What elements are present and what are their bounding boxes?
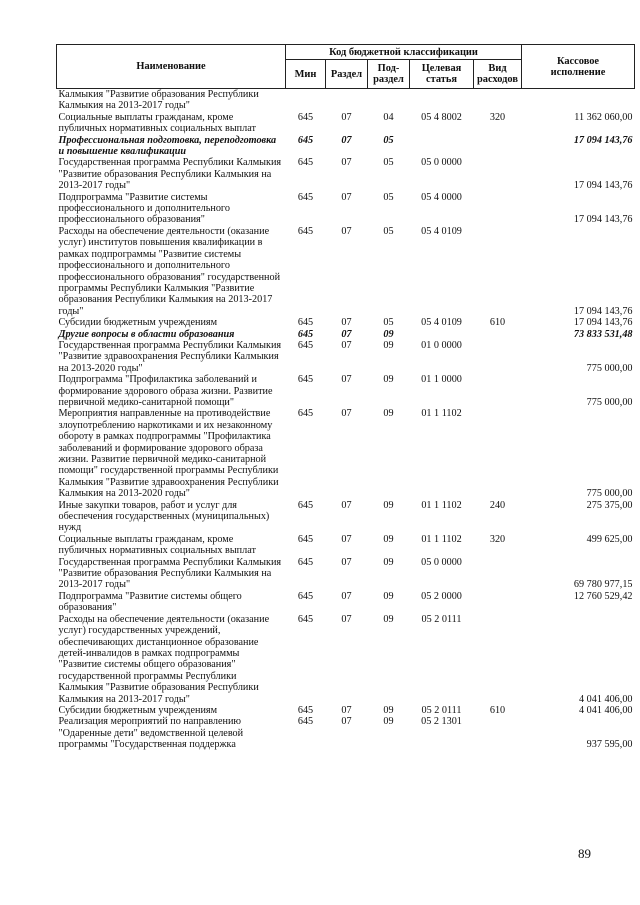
- cell-amount: 4 041 406,00: [579, 693, 633, 705]
- cell-min: 645: [297, 157, 314, 169]
- header-razdel: Раздел: [326, 60, 368, 89]
- cell-min: 645: [297, 533, 314, 545]
- cell-podrazdel: 09: [383, 716, 394, 728]
- header-amount-label: Кассовое исполнение: [550, 55, 606, 78]
- cell-podrazdel: 09: [383, 339, 394, 351]
- table-row: [57, 226, 635, 317]
- cell-razdel: 07: [341, 339, 352, 351]
- cell-vid: [474, 135, 522, 158]
- cell-vid: [474, 557, 522, 591]
- cell-amount: 775 000,00: [586, 362, 633, 374]
- cell-amount: 17 094 143,76: [573, 317, 633, 329]
- header-target: [410, 60, 474, 89]
- header-podrazdel-label: Под- раздел: [373, 63, 404, 85]
- cell-name: Подпрограмма "Профилактика заболеваний и формирование здорового образа жизни. Развитие первичной медико-санитарной помощи": [58, 374, 273, 408]
- cell-podrazdel: 09: [383, 533, 394, 545]
- cell-podrazdel: 09: [383, 499, 394, 511]
- page-number: 89: [578, 846, 591, 861]
- cell-podrazdel: 09: [383, 590, 394, 602]
- cell-target: 01 1 1102: [421, 499, 462, 511]
- cell-podrazdel: 09: [383, 408, 394, 420]
- cell-razdel: 07: [341, 225, 352, 237]
- cell-target: 05 4 0109: [421, 225, 462, 237]
- cell-podrazdel: 05: [383, 225, 394, 237]
- cell-amount: 17 094 143,76: [573, 134, 633, 146]
- cell-min: 645: [297, 716, 314, 728]
- cell-target: 05 0 0000: [421, 157, 462, 169]
- cell-name: Другие вопросы в области образования: [58, 328, 235, 340]
- cell-min: [286, 89, 326, 112]
- cell-podrazdel: 09: [383, 328, 394, 340]
- cell-target: 05 4 8002: [421, 111, 462, 123]
- table-row: [57, 614, 635, 705]
- cell-target: [410, 89, 474, 112]
- cell-min: 645: [297, 613, 314, 625]
- cell-target: [410, 329, 474, 340]
- cell-name: Мероприятия направленные на противодействие злоупотреблению наркотиками и их незаконному обороту в рамках подпрограммы "Профилактика заболеваний и формирование здорового образа жизни. Развитие первичной медико-санитарной помощи" государственной программы Республики Калмыкия "Развитие здравоохранения Республики Калмыкия на 2013-2020 годы": [58, 408, 279, 500]
- cell-vid: [474, 192, 522, 226]
- cell-min: 645: [297, 704, 314, 716]
- cell-razdel: 07: [341, 499, 352, 511]
- cell-min: 645: [297, 556, 314, 568]
- cell-min: 645: [297, 328, 314, 340]
- cell-amount: [522, 89, 635, 112]
- header-target-label: Целевая статья: [421, 63, 462, 85]
- table-header: [57, 45, 635, 89]
- cell-name: Государственная программа Республики Калмыкия "Развитие здравоохранения Республики Калмыкия на 2013-2020 годы": [58, 339, 282, 374]
- cell-target: 01 1 1102: [421, 408, 462, 420]
- table-row: [57, 89, 635, 112]
- table-row: [57, 374, 635, 408]
- cell-razdel: [326, 89, 368, 112]
- cell-podrazdel: 05: [383, 191, 394, 203]
- header-min: Мин: [286, 60, 326, 89]
- cell-target: 01 1 1102: [421, 533, 462, 545]
- cell-amount: 12 760 529,42: [573, 590, 633, 602]
- cell-target: 01 1 0000: [421, 374, 462, 386]
- table-row: [57, 112, 635, 135]
- cell-min: 645: [297, 408, 314, 420]
- cell-name: Государственная программа Республики Калмыкия "Развитие образования Республики Калмыкия на 2013-2017 годы": [58, 556, 282, 591]
- cell-vid: [474, 716, 522, 750]
- cell-name: Социальные выплаты гражданам, кроме публичных нормативных социальных выплат: [58, 533, 256, 557]
- budget-table: [56, 44, 635, 751]
- cell-amount: 4 041 406,00: [579, 704, 633, 716]
- cell-vid: [474, 374, 522, 408]
- table-row: [57, 534, 635, 557]
- cell-name: Подпрограмма "Развитие системы общего образования": [58, 590, 242, 614]
- cell-vid: [474, 329, 522, 340]
- table-row: [57, 135, 635, 158]
- cell-name: Субсидии бюджетным учреждениям: [58, 704, 218, 716]
- header-code-group: Код бюджетной классификации: [286, 45, 522, 60]
- cell-vid: 610: [489, 317, 506, 329]
- cell-amount: 275 375,00: [586, 499, 633, 511]
- cell-target: 01 0 0000: [421, 339, 462, 351]
- cell-podrazdel: 09: [383, 613, 394, 625]
- cell-razdel: 07: [341, 613, 352, 625]
- cell-razdel: 07: [341, 191, 352, 203]
- cell-name: Калмыкия "Развитие образования Республики Калмыкия на 2013-2017 годы": [58, 89, 259, 112]
- cell-min: 645: [297, 134, 314, 146]
- cell-razdel: 07: [341, 157, 352, 169]
- cell-target: 05 4 0000: [421, 191, 462, 203]
- cell-razdel: 07: [341, 317, 352, 329]
- table-body: [57, 89, 635, 751]
- cell-name: Расходы на обеспечение деятельности (оказание услуг) государственных учреждений, обеспечивающих дистанционное образование детей-инвалидов в рамках подпрограммы "Развитие системы общего образования" государственной программы Республики Калмыкия "Развитие образования Республики Калмыкия на 2013-2017 годы": [58, 613, 270, 705]
- table-row: [57, 716, 635, 750]
- cell-amount: 69 780 977,15: [573, 579, 633, 591]
- cell-amount: 17 094 143,76: [573, 305, 633, 317]
- cell-podrazdel: 05: [383, 157, 394, 169]
- cell-vid: [474, 157, 522, 191]
- cell-amount: 17 094 143,76: [573, 214, 633, 226]
- cell-target: 05 4 0109: [421, 317, 462, 329]
- table-row: [57, 408, 635, 499]
- table-row: [57, 500, 635, 534]
- table-row: [57, 705, 635, 716]
- cell-min: 645: [297, 339, 314, 351]
- cell-amount: 499 625,00: [586, 533, 633, 545]
- cell-razdel: 07: [341, 704, 352, 716]
- cell-name: Профессиональная подготовка, переподготовка и повышение квалификации: [58, 134, 277, 158]
- cell-min: 645: [297, 225, 314, 237]
- cell-razdel: 07: [341, 716, 352, 728]
- cell-vid: 320: [489, 111, 506, 123]
- cell-razdel: 07: [341, 111, 352, 123]
- cell-amount: 73 833 531,48: [573, 328, 633, 340]
- cell-amount: 11 362 060,00: [574, 111, 633, 123]
- cell-razdel: 07: [341, 328, 352, 340]
- cell-name: Государственная программа Республики Калмыкия "Развитие образования Республики Калмыкия на 2013-2017 годы": [58, 157, 282, 192]
- cell-amount: 775 000,00: [586, 488, 633, 500]
- cell-name: Субсидии бюджетным учреждениям: [58, 317, 218, 329]
- cell-name: Расходы на обеспечение деятельности (оказание услуг) институтов повышения квалификации в рамках подпрограммы "Развитие системы профессионального и дополнительного профессионального образования" государственной программы Республики Калмыкия "Развитие образования Республики Калмыкия на 2013-2017 годы": [58, 225, 281, 317]
- cell-vid: 320: [489, 533, 506, 545]
- cell-razdel: 07: [341, 533, 352, 545]
- header-vid-label: Вид расходов: [477, 63, 518, 85]
- cell-podrazdel: 09: [383, 704, 394, 716]
- cell-amount: 775 000,00: [586, 396, 633, 408]
- cell-razdel: 07: [341, 556, 352, 568]
- cell-razdel: 07: [341, 408, 352, 420]
- table-row: [57, 329, 635, 340]
- cell-target: [410, 135, 474, 158]
- header-podrazdel: [368, 60, 410, 89]
- cell-min: 645: [297, 317, 314, 329]
- cell-name: Подпрограмма "Развитие системы профессионального и дополнительного профессионального образования": [58, 191, 230, 226]
- cell-name: Реализация мероприятий по направлению "Одаренные дети" ведомственной целевой программы "Государственная поддержка: [58, 716, 244, 751]
- header-vid: [474, 60, 522, 89]
- cell-min: 645: [297, 111, 314, 123]
- cell-name: Социальные выплаты гражданам, кроме публичных нормативных социальных выплат: [58, 111, 256, 135]
- cell-podrazdel: 09: [383, 556, 394, 568]
- header-name: Наименование: [57, 45, 286, 89]
- cell-target: 05 2 0000: [421, 590, 462, 602]
- cell-amount: 937 595,00: [586, 739, 633, 751]
- cell-target: 05 0 0000: [421, 556, 462, 568]
- cell-vid: [474, 340, 522, 374]
- cell-vid: [474, 408, 522, 499]
- cell-vid: 240: [489, 499, 506, 511]
- cell-min: 645: [297, 191, 314, 203]
- header-amount: [522, 45, 635, 89]
- table-row: [57, 317, 635, 328]
- cell-min: 645: [297, 499, 314, 511]
- table-row: [57, 340, 635, 374]
- cell-vid: [474, 226, 522, 317]
- cell-podrazdel: 05: [383, 134, 394, 146]
- table-row: [57, 557, 635, 591]
- cell-razdel: 07: [341, 590, 352, 602]
- table-row: [57, 192, 635, 226]
- cell-razdel: 07: [341, 134, 352, 146]
- cell-min: 645: [297, 590, 314, 602]
- cell-podrazdel: 05: [383, 317, 394, 329]
- cell-vid: 610: [489, 704, 506, 716]
- cell-vid: [474, 89, 522, 112]
- table-row: [57, 157, 635, 191]
- cell-amount: 17 094 143,76: [573, 180, 633, 192]
- cell-podrazdel: 04: [383, 111, 394, 123]
- table-row: [57, 591, 635, 614]
- cell-name: Иные закупки товаров, работ и услуг для обеспечения государственных (муниципальных) нужд: [58, 499, 270, 534]
- cell-target: 05 2 0111: [421, 704, 462, 716]
- cell-vid: [474, 614, 522, 705]
- cell-target: 05 2 1301: [421, 716, 462, 728]
- cell-vid: [474, 591, 522, 614]
- cell-podrazdel: 09: [383, 374, 394, 386]
- cell-min: 645: [297, 374, 314, 386]
- cell-razdel: 07: [341, 374, 352, 386]
- cell-podrazdel: [368, 89, 410, 112]
- cell-target: 05 2 0111: [421, 613, 462, 625]
